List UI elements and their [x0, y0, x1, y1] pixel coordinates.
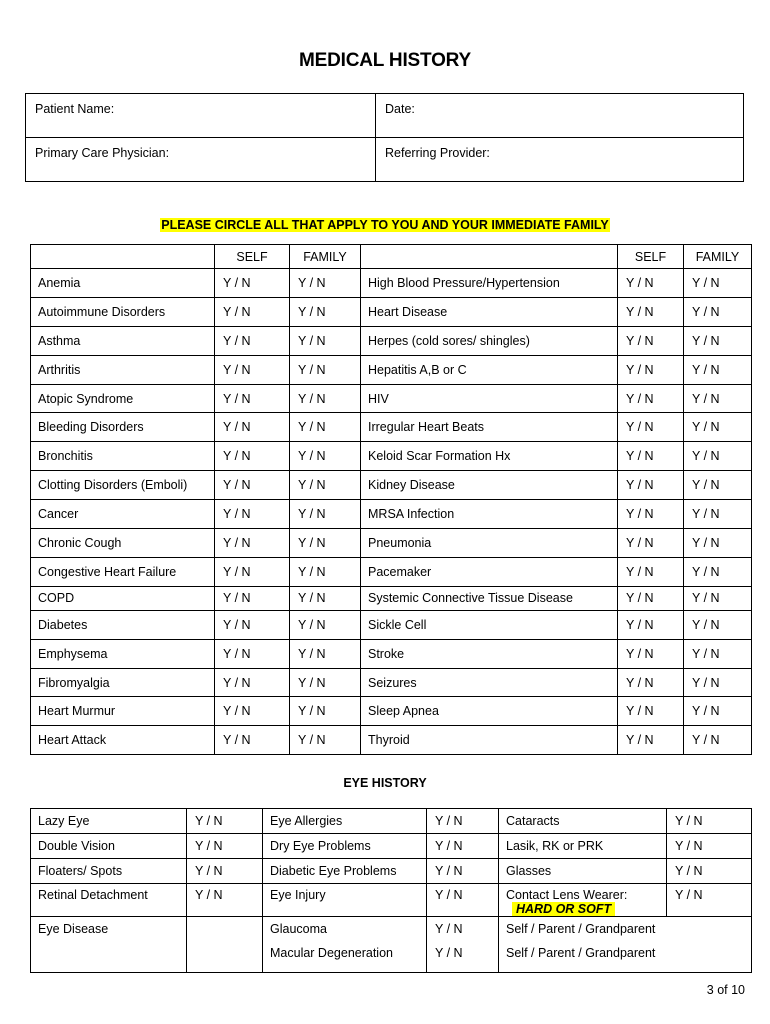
yn-self[interactable]: Y / N [215, 697, 290, 726]
condition-label: Sickle Cell [361, 610, 618, 639]
referring-provider-field[interactable]: Referring Provider: [376, 138, 744, 182]
condition-label: Hepatitis A,B or C [361, 355, 618, 384]
header-blank [361, 245, 618, 269]
instruction-banner [0, 218, 770, 232]
header-family: FAMILY [684, 245, 752, 269]
yn-self[interactable]: Y / N [215, 529, 290, 558]
instruction-text: PLEASE CIRCLE ALL THAT APPLY TO YOU AND YOUR IMMEDIATE FAMILY [161, 218, 609, 232]
condition-label: Anemia [31, 269, 215, 298]
condition-label: Irregular Heart Beats [361, 413, 618, 442]
yn-self[interactable]: Y / N [215, 610, 290, 639]
yn-option[interactable]: Y / N [667, 859, 752, 884]
yn-option[interactable]: Y / N [427, 809, 499, 834]
table-header-row [31, 245, 752, 269]
yn-self[interactable]: Y / N [215, 726, 290, 755]
yn-option[interactable]: Y / N [187, 834, 263, 859]
yn-self[interactable]: Y / N [618, 442, 684, 471]
page-title: MEDICAL HISTORY [299, 50, 471, 71]
yn-self[interactable]: Y / N [618, 639, 684, 668]
yn-family[interactable]: Y / N [684, 529, 752, 558]
yn-family[interactable]: Y / N [684, 471, 752, 500]
condition-label: Sleep Apnea [361, 697, 618, 726]
yn-family[interactable]: Y / N [684, 413, 752, 442]
eye-history-table [30, 808, 752, 973]
table-row [31, 297, 752, 326]
yn-family[interactable]: Y / N [290, 668, 361, 697]
condition-label: Asthma [31, 326, 215, 355]
header-blank [31, 245, 215, 269]
eye-disease-list [263, 917, 427, 973]
header-self: SELF [215, 245, 290, 269]
condition-label: Stroke [361, 639, 618, 668]
condition-label: Arthritis [31, 355, 215, 384]
yn-self[interactable]: Y / N [618, 326, 684, 355]
table-row [31, 413, 752, 442]
table-row [31, 697, 752, 726]
family-option[interactable]: Self / Parent / Grandparent [506, 946, 656, 960]
condition-label: Emphysema [31, 639, 215, 668]
eye-condition: Retinal Detachment [31, 884, 187, 917]
yn-self[interactable]: Y / N [215, 326, 290, 355]
yn-family[interactable]: Y / N [684, 586, 752, 610]
yn-self[interactable]: Y / N [618, 668, 684, 697]
condition-label: Clotting Disorders (Emboli) [31, 471, 215, 500]
yn-self[interactable]: Y / N [215, 269, 290, 298]
yn-option[interactable]: Y / N [435, 946, 463, 960]
yn-self[interactable]: Y / N [215, 413, 290, 442]
yn-family[interactable]: Y / N [290, 586, 361, 610]
yn-family[interactable]: Y / N [684, 297, 752, 326]
yn-self[interactable]: Y / N [618, 384, 684, 413]
yn-self[interactable]: Y / N [215, 384, 290, 413]
eye-condition: Contact Lens Wearer: [506, 888, 628, 902]
eye-history-title: EYE HISTORY [343, 776, 427, 790]
table-row [31, 586, 752, 610]
yn-family[interactable]: Y / N [684, 355, 752, 384]
yn-family[interactable]: Y / N [290, 471, 361, 500]
yn-self[interactable]: Y / N [618, 297, 684, 326]
yn-family[interactable]: Y / N [290, 697, 361, 726]
yn-option[interactable]: Y / N [667, 884, 752, 917]
table-row [31, 917, 752, 973]
yn-self[interactable]: Y / N [618, 269, 684, 298]
yn-self[interactable]: Y / N [618, 557, 684, 586]
condition-label: Pacemaker [361, 557, 618, 586]
yn-option[interactable]: Y / N [187, 809, 263, 834]
condition-label: COPD [31, 586, 215, 610]
yn-family[interactable]: Y / N [684, 697, 752, 726]
yn-option[interactable]: Y / N [667, 809, 752, 834]
eye-condition: Double Vision [31, 834, 187, 859]
table-row [31, 355, 752, 384]
yn-family[interactable]: Y / N [684, 557, 752, 586]
condition-label: Systemic Connective Tissue Disease [361, 586, 618, 610]
table-row [31, 500, 752, 529]
yn-family[interactable]: Y / N [290, 355, 361, 384]
table-row [31, 471, 752, 500]
page-number: 3 of 10 [706, 983, 745, 997]
yn-self[interactable]: Y / N [618, 586, 684, 610]
yn-family[interactable]: Y / N [684, 726, 752, 755]
condition-label: Heart Disease [361, 297, 618, 326]
yn-option[interactable]: Y / N [427, 859, 499, 884]
condition-label: High Blood Pressure/Hypertension [361, 269, 618, 298]
yn-self[interactable]: Y / N [215, 297, 290, 326]
header-family: FAMILY [290, 245, 361, 269]
family-option-stack [499, 917, 752, 973]
table-row [31, 610, 752, 639]
condition-label: Herpes (cold sores/ shingles) [361, 326, 618, 355]
patient-name-field[interactable]: Patient Name: [26, 94, 376, 138]
yn-self[interactable]: Y / N [215, 639, 290, 668]
condition-label: Pneumonia [361, 529, 618, 558]
condition-label: Diabetes [31, 610, 215, 639]
eye-condition: Lazy Eye [31, 809, 187, 834]
table-row [31, 269, 752, 298]
family-option[interactable]: Self / Parent / Grandparent [506, 922, 656, 936]
eye-condition: Lasik, RK or PRK [499, 834, 667, 859]
yn-self[interactable]: Y / N [618, 697, 684, 726]
eye-condition: Glasses [499, 859, 667, 884]
condition-label: Fibromyalgia [31, 668, 215, 697]
table-row [31, 442, 752, 471]
condition-label: Bronchitis [31, 442, 215, 471]
contact-lens-cell [499, 884, 667, 917]
condition-label: Keloid Scar Formation Hx [361, 442, 618, 471]
table-row [31, 834, 752, 859]
eye-condition: Eye Injury [263, 884, 427, 917]
eye-condition: Eye Disease [31, 917, 187, 973]
table-row [31, 384, 752, 413]
condition-label: Cancer [31, 500, 215, 529]
yn-self[interactable]: Y / N [215, 471, 290, 500]
date-field[interactable]: Date: [376, 94, 744, 138]
table-row [31, 859, 752, 884]
yn-family[interactable]: Y / N [290, 326, 361, 355]
yn-family[interactable]: Y / N [290, 413, 361, 442]
yn-family[interactable]: Y / N [290, 500, 361, 529]
medical-conditions-table [30, 244, 752, 755]
eye-condition: Floaters/ Spots [31, 859, 187, 884]
yn-family[interactable]: Y / N [684, 384, 752, 413]
yn-self[interactable]: Y / N [618, 726, 684, 755]
header-self: SELF [618, 245, 684, 269]
yn-option[interactable]: Y / N [427, 834, 499, 859]
patient-info-table [25, 93, 744, 182]
yn-family[interactable]: Y / N [684, 500, 752, 529]
yn-family[interactable]: Y / N [684, 610, 752, 639]
condition-label: HIV [361, 384, 618, 413]
condition-label: Chronic Cough [31, 529, 215, 558]
condition-label: Congestive Heart Failure [31, 557, 215, 586]
yn-self[interactable]: Y / N [215, 442, 290, 471]
yn-self[interactable]: Y / N [618, 500, 684, 529]
table-row [31, 326, 752, 355]
eye-condition: Dry Eye Problems [263, 834, 427, 859]
eye-condition: Eye Allergies [263, 809, 427, 834]
yn-option[interactable]: Y / N [427, 884, 499, 917]
condition-label: Autoimmune Disorders [31, 297, 215, 326]
yn-self[interactable]: Y / N [618, 413, 684, 442]
yn-self[interactable]: Y / N [215, 355, 290, 384]
eye-condition: Cataracts [499, 809, 667, 834]
yn-family[interactable]: Y / N [290, 726, 361, 755]
eye-condition: Diabetic Eye Problems [263, 859, 427, 884]
yn-self[interactable]: Y / N [215, 586, 290, 610]
condition-label: Thyroid [361, 726, 618, 755]
condition-label: Kidney Disease [361, 471, 618, 500]
yn-stack [427, 917, 499, 973]
yn-self[interactable]: Y / N [618, 471, 684, 500]
yn-family[interactable]: Y / N [684, 639, 752, 668]
hard-soft-option[interactable]: HARD OR SOFT [512, 902, 615, 916]
table-row [31, 529, 752, 558]
yn-family[interactable]: Y / N [290, 529, 361, 558]
condition-label: Seizures [361, 668, 618, 697]
primary-care-physician-field[interactable]: Primary Care Physician: [26, 138, 376, 182]
yn-family[interactable]: Y / N [684, 668, 752, 697]
condition-label: Heart Murmur [31, 697, 215, 726]
yn-self[interactable]: Y / N [618, 529, 684, 558]
eye-condition: Glaucoma [270, 922, 327, 936]
yn-family[interactable]: Y / N [290, 269, 361, 298]
yn-option[interactable]: Y / N [667, 834, 752, 859]
table-row [31, 809, 752, 834]
condition-label: Heart Attack [31, 726, 215, 755]
yn-family[interactable]: Y / N [290, 442, 361, 471]
condition-label: Atopic Syndrome [31, 384, 215, 413]
yn-self[interactable]: Y / N [215, 668, 290, 697]
yn-option[interactable]: Y / N [435, 922, 463, 936]
condition-label: MRSA Infection [361, 500, 618, 529]
table-row [31, 884, 752, 917]
eye-condition: Macular Degeneration [270, 946, 393, 960]
yn-self[interactable]: Y / N [618, 355, 684, 384]
yn-family[interactable]: Y / N [684, 326, 752, 355]
yn-self[interactable]: Y / N [215, 557, 290, 586]
yn-family[interactable]: Y / N [290, 557, 361, 586]
table-row [31, 726, 752, 755]
table-row [31, 639, 752, 668]
yn-option[interactable]: Y / N [187, 884, 263, 917]
yn-family[interactable]: Y / N [290, 384, 361, 413]
yn-self[interactable]: Y / N [215, 500, 290, 529]
condition-label: Bleeding Disorders [31, 413, 215, 442]
yn-family[interactable]: Y / N [290, 610, 361, 639]
yn-family[interactable]: Y / N [290, 639, 361, 668]
blank-cell [187, 917, 263, 973]
table-row [31, 668, 752, 697]
yn-family[interactable]: Y / N [290, 297, 361, 326]
yn-family[interactable]: Y / N [684, 442, 752, 471]
yn-self[interactable]: Y / N [618, 610, 684, 639]
yn-family[interactable]: Y / N [684, 269, 752, 298]
yn-option[interactable]: Y / N [187, 859, 263, 884]
table-row [31, 557, 752, 586]
